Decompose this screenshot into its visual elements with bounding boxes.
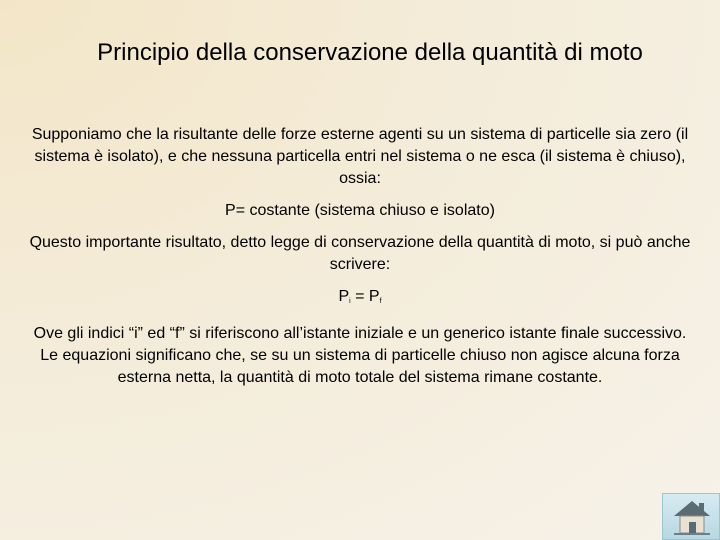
slide-content [26, 124, 694, 389]
home-button[interactable] [662, 493, 720, 540]
paragraph-conditions: Supponiamo che la risultante delle forze esterne agenti su un sistema di particelle sia zero (il sistema è isolato), e che nessuna particella entri nel sistema o ne esca (il sistema è chiuso), ossia: [31, 126, 689, 187]
equation-constant: P= costante (sistema chiuso e isolato) [225, 202, 495, 219]
equation-right: P [368, 288, 380, 305]
equation-left-subscript: i [349, 298, 351, 305]
equation-operator: = [350, 288, 369, 305]
equation-right-subscript: f [379, 298, 382, 305]
equation-initial-final [26, 286, 694, 313]
slide-title: Principio della conservazione della quantità di moto [97, 39, 643, 66]
paragraph-explanation: Ove gli indici “i” ed “f” si riferiscono all’istante iniziale e un generico istante finale successivo. Le equazioni significano che, se su un sistema di particelle chiuso non agisce alcuna forza esterna netta, la quantità di moto totale del sistema rimane costante. [33, 325, 687, 386]
equation-left: P [338, 288, 350, 305]
home-icon [672, 498, 712, 536]
paragraph-law: Questo importante risultato, detto legge di conservazione della quantità di moto, si può anche scrivere: [29, 234, 691, 273]
